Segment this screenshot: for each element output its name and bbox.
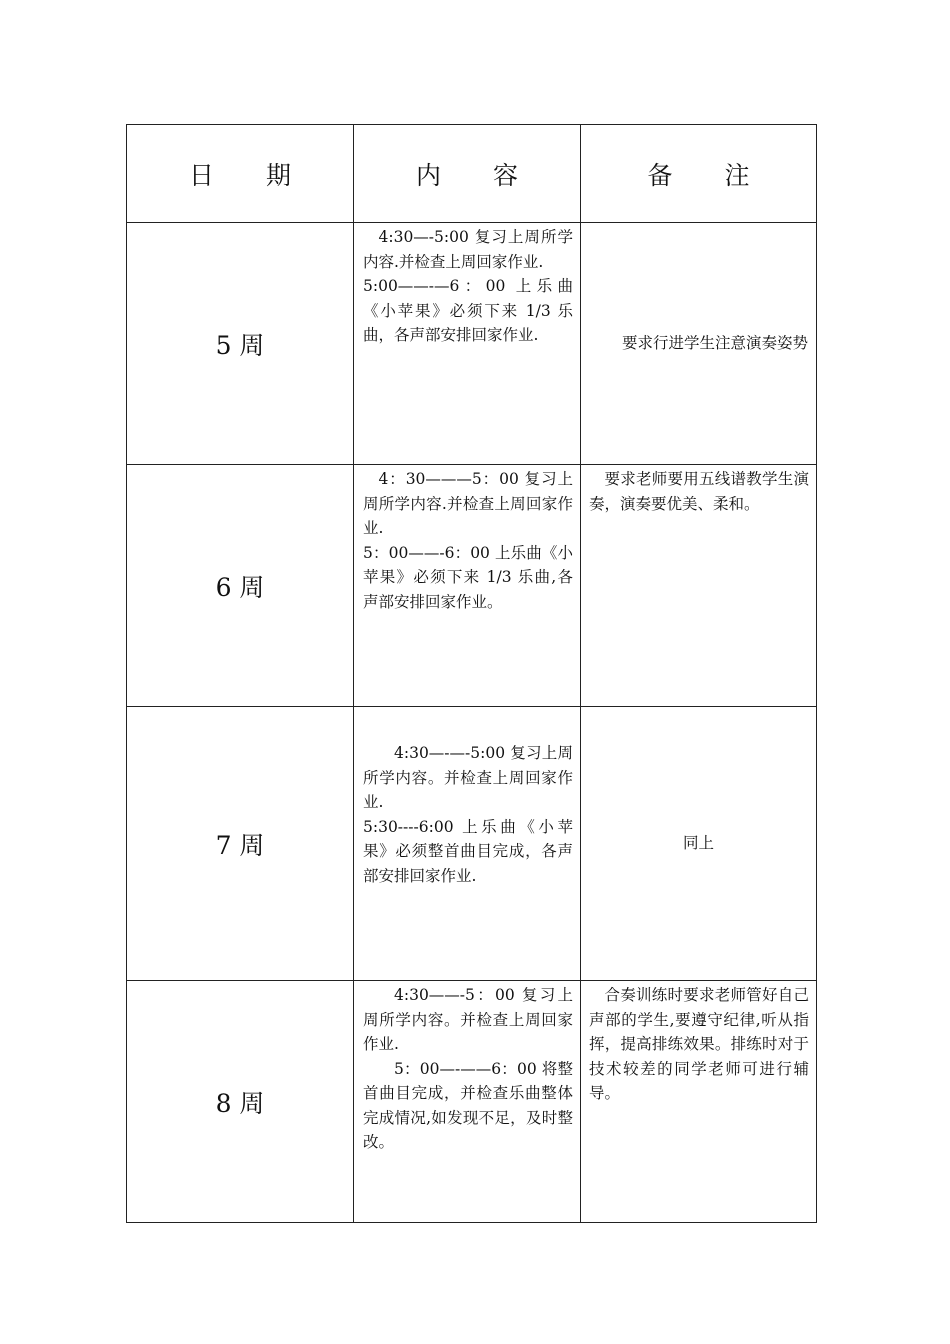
week-label: 6 周 (127, 465, 354, 707)
week-label: 5 周 (127, 223, 354, 465)
content-line: 5：00——-6：00 上乐曲《小苹果》必须下来 1/3 乐曲,各声部安排回家作业。 (363, 543, 573, 611)
content-line: 4:30—-5:00 复习上周所学内容.并检查上周回家作业. (363, 228, 573, 271)
content-line: 4:30——-5：00 复习上周所学内容。并检查上周回家作业. (363, 986, 573, 1053)
table-row (127, 465, 817, 707)
notes-cell: 要求行进学生注意演奏姿势 (581, 223, 817, 465)
table-row (127, 981, 817, 1223)
content-line: 5：00—-——6：00 将整首曲目完成，并检查乐曲整体完成情况,如发现不足，及时整改。 (363, 1059, 573, 1151)
content-cell (354, 223, 581, 465)
content-cell (354, 981, 581, 1223)
notes-text: 要求老师要用五线谱教学生演奏，演奏要优美、柔和。 (589, 470, 809, 513)
content-line: 4：30———5：00 复习上周所学内容.并检查上周回家作业. (363, 470, 573, 537)
table-row (127, 223, 817, 465)
content-line: 4:30—-—-5:00 复习上周所学内容。并检查上周回家作业. (363, 744, 573, 811)
table-header-row (127, 125, 817, 223)
week-label: 7 周 (127, 707, 354, 981)
notes-cell (581, 465, 817, 707)
table-row (127, 707, 817, 981)
header-notes: 备 注 (581, 125, 817, 223)
rehearsal-schedule-table (126, 124, 817, 1223)
notes-text: 合奏训练时要求老师管好自己声部的学生,要遵守纪律,听从指挥，提高排练效果。排练时对于技术较差的同学老师可进行辅导。 (589, 986, 809, 1102)
week-label: 8 周 (127, 981, 354, 1223)
content-cell (354, 707, 581, 981)
notes-cell: 同上 (581, 707, 817, 981)
content-line: 5:00——-—6：00 上乐曲《小苹果》必须下来 1/3 乐曲，各声部安排回家作业. (363, 277, 573, 344)
header-date: 日 期 (127, 125, 354, 223)
content-cell (354, 465, 581, 707)
notes-cell (581, 981, 817, 1223)
header-content: 内 容 (354, 125, 581, 223)
content-line: 5:30----6:00 上乐曲《小苹果》必须整首曲目完成，各声部安排回家作业. (363, 817, 573, 885)
